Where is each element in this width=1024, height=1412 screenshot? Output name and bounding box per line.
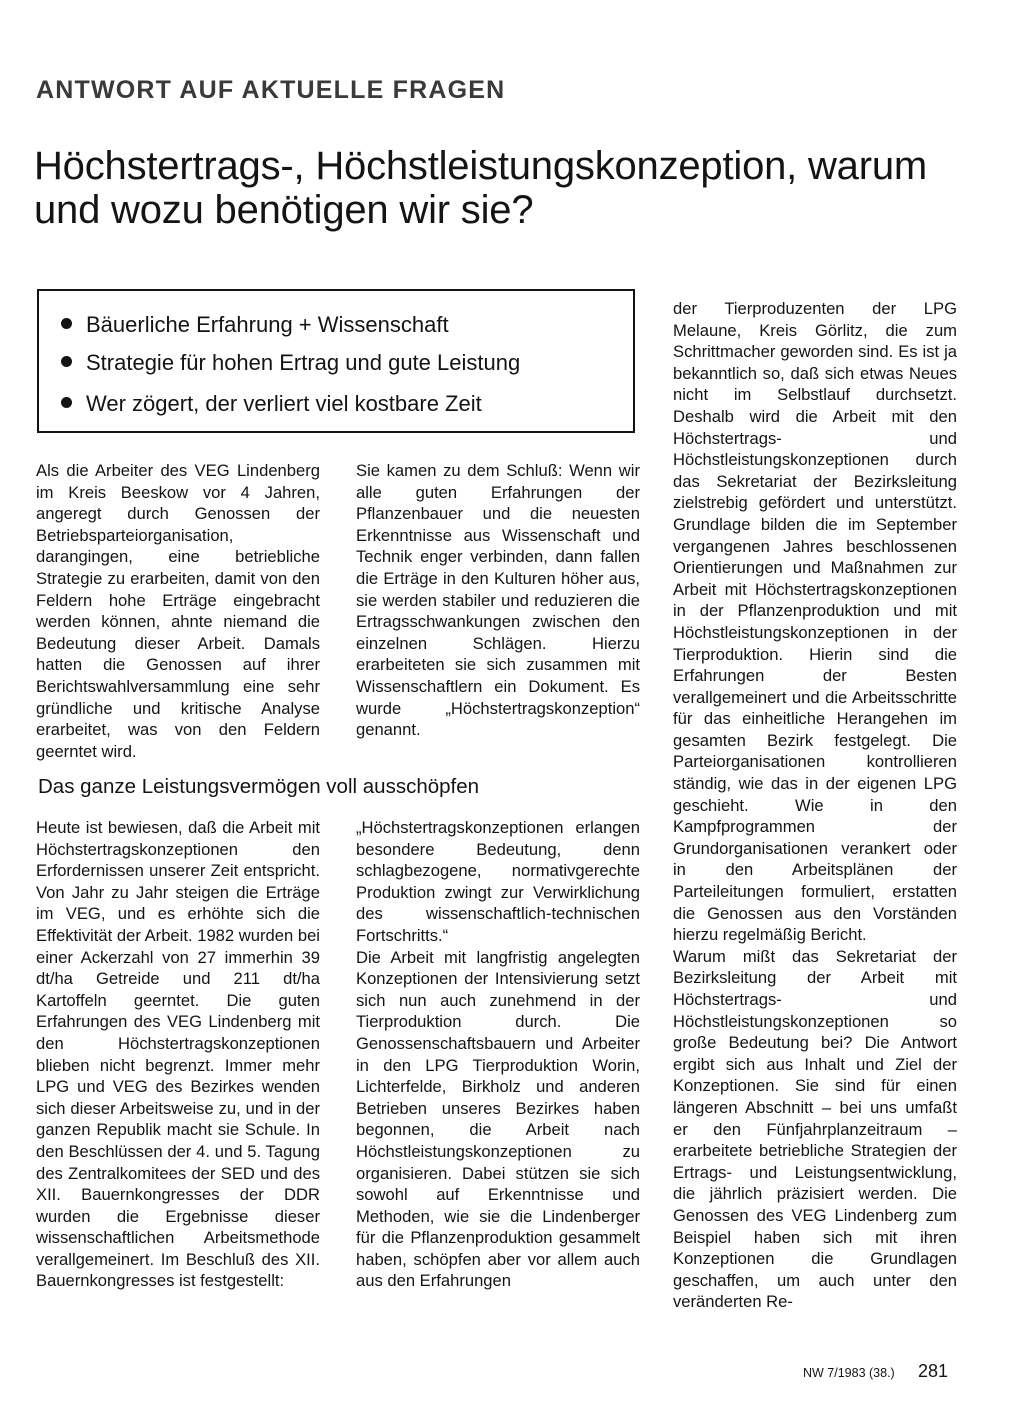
paragraph: Die Arbeit mit langfristig angelegten Konzeptionen der Intensivierung setzt sich nun auch zunehmend in der Tierproduktion durch. Die Genossenschaftsbauern und Arbeiter in den LPG Tierproduktion Worin, Lichterfelde, Birkholz und anderen Betrieben unseres Bezirkes haben begonnen, die Arbeit nach Höchstleistungskonzeptionen zu organisieren. Dabei stützen sie sich sowohl auf Erkenntnisse und Methoden, wie sie die Lindenberger für die Pflanzenproduktion gesammelt haben, schöpfen aber vor allem auch aus den Erfahrungen — [356, 947, 640, 1291]
bullet-icon — [61, 397, 72, 408]
highlight-item: Bäuerliche Erfahrung + Wissenschaft — [61, 312, 449, 338]
bullet-icon — [61, 356, 72, 367]
column-1-bottom — [36, 817, 320, 1292]
subheading: Das ganze Leistungsvermögen voll ausschöpfen — [38, 775, 480, 798]
highlight-item: Strategie für hohen Ertrag und gute Leistung — [61, 350, 520, 376]
paragraph: „Höchstertragskonzeptionen erlangen besondere Bedeutung, denn schlagbezogene, normativgerechte Produktion zwingt zur Verwirklichung des wissenschaftlich-technischen Fortschritts.“ — [356, 818, 640, 945]
paragraph: Als die Arbeiter des VEG Lindenberg im Kreis Beeskow vor 4 Jahren, angeregt durch Genossen der Betriebsparteiorganisation, darangingen, eine betriebliche Strategie zu erarbeiten, damit von den Feldern hohe Erträge eingebracht werden können, ahnte niemand die Bedeutung dieser Arbeit. Damals hatten die Genossen auf ihrer Berichtswahlversammlung eine sehr gründliche und kritische Analyse erarbeitet, was von den Feldern geerntet wird. — [36, 461, 320, 761]
column-1-top — [36, 460, 320, 762]
column-3 — [673, 298, 957, 1313]
bullet-icon — [61, 318, 72, 329]
paragraph: der Tierproduzenten der LPG Melaune, Kreis Görlitz, die zum Schrittmacher geworden sind. Es ist ja bekanntlich so, daß sich etwas Neues nicht im Selbstlauf durchsetzt. Deshalb wird die Arbeit mit den Höchstertrags- und Höchstleistungskonzeptionen durch das Sekretariat der Bezirksleitung zielstrebig gefördert und unterstützt. Grundlage bilden die im September vergangenen Jahres beschlossenen Orientierungen und Maßnahmen zur Arbeit mit Höchstertragskonzeptionen in der Pflanzenproduktion und mit Höchstleistungskonzeptionen in der Tierproduktion. Hierin sind die Erfahrungen der Besten verallgemeinert und die Arbeitsschritte für das einheitliche Herangehen im gesamten Bezirk festgelegt. Die Parteiorganisationen kontrollieren ständig, wie das in der eigenen LPG geschieht. Wie in den Kampfprogrammen der Grundorganisationen verankert oder in den Arbeitsplänen der Parteileitungen formuliert, erstatten die Genossen aus den Vorständen hierzu regelmäßig Bericht. — [673, 299, 957, 945]
section-kicker: ANTWORT AUF AKTUELLE FRAGEN — [36, 76, 506, 104]
page-number: 281 — [918, 1361, 949, 1381]
issue-label: NW 7/1983 (38.) — [803, 1366, 895, 1380]
column-2-top — [356, 460, 640, 741]
article-headline: Höchstertrags-, Höchstleistungskonzeption, warum und wozu benötigen wir sie? — [34, 144, 928, 232]
paragraph: Warum mißt das Sekretariat der Bezirksleitung der Arbeit mit Höchstertrags- und Höchstleistungskonzeptionen so große Bedeutung bei? Die Antwort ergibt sich aus Inhalt und Ziel der Konzeptionen. Sie sind für einen längeren Abschnitt – bei uns umfaßt er den Fünfjahrplanzeitraum – erarbeitete betriebliche Strategien der Ertrags- und Leistungsentwicklung, die jährlich präzisiert werden. Die Genossen des VEG Lindenberg zum Beispiel haben sich mit ihren Konzeptionen die Grundlagen geschaffen, um auch unter den veränderten Re- — [673, 946, 957, 1312]
paragraph: Sie kamen zu dem Schluß: Wenn wir alle guten Erfahrungen der Pflanzenbauer und die neuesten Erkenntnisse aus Wissenschaft und Technik enger verbinden, dann fallen die Erträge in den Kulturen höher aus, sie werden stabiler und reduzieren die Ertragsschwankungen zwischen den einzelnen Schlägen. Hierzu erarbeiteten sie sich zusammen mit Wissenschaftlern ein Dokument. Es wurde „Höchstertragskonzeption“ genannt. — [356, 461, 640, 740]
column-2-bottom — [356, 817, 640, 1292]
paragraph: Heute ist bewiesen, daß die Arbeit mit Höchstertragskonzeptionen den Erfordernissen unserer Zeit entspricht. Von Jahr zu Jahr steigen die Erträge im VEG, und es erhöhte sich die Effektivität der Arbeit. 1982 wurden bei einer Ackerzahl von 27 immerhin 39 dt/ha Getreide und 211 dt/ha Kartoffeln geerntet. Die guten Erfahrungen des VEG Lindenberg mit den Höchstertragskonzeptionen blieben nicht begrenzt. Immer mehr LPG und VEG des Bezirkes wenden sich dieser Arbeitsweise zu, und in der ganzen Republik macht sie Schule. In den Beschlüssen der 4. und 5. Tagung des Zentralkomitees der SED und des XII. Bauernkongresses der DDR wurden die Ergebnisse dieser wissenschaftlichen Arbeitsmethode verallgemeinert. Im Beschluß des XII. Bauernkongresses ist festgestellt: — [36, 818, 320, 1291]
highlights-box — [37, 289, 635, 433]
highlight-item: Wer zögert, der verliert viel kostbare Zeit — [61, 391, 482, 417]
